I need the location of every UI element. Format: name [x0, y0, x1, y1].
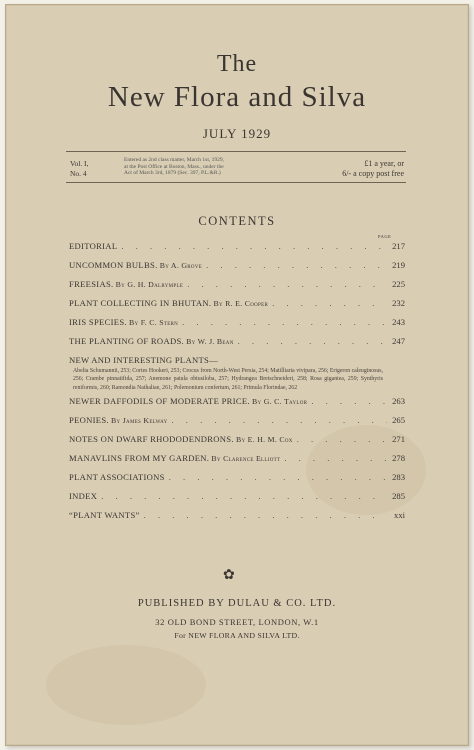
toc-entry: [69, 510, 405, 529]
toc-entry: [69, 279, 405, 298]
leader-dots: [307, 396, 387, 406]
volume-number: [70, 159, 88, 179]
toc-entry: [69, 434, 405, 453]
toc-page: 217: [392, 241, 405, 251]
toc-entry: [69, 241, 405, 260]
magazine-cover: [5, 4, 469, 746]
toc-title: FREESIAS.: [69, 279, 114, 289]
toc-entry: [69, 491, 405, 510]
toc-entry: [69, 415, 405, 434]
leader-dots: [293, 434, 387, 444]
toc-page: 283: [392, 472, 405, 483]
toc-entry: [69, 396, 405, 415]
toc-title: NEW AND INTERESTING PLANTS—: [69, 355, 219, 365]
toc-title: NEWER DAFFODILS OF MODERATE PRICE.: [69, 396, 250, 407]
publisher-for: For NEW FLORA AND SILVA LTD.: [174, 631, 300, 640]
toc-entry: [69, 336, 405, 355]
toc-author: By F. C. Stern: [129, 318, 179, 327]
toc-author: By Clarence Elliott: [211, 454, 281, 464]
toc-page: xxi: [394, 510, 405, 521]
toc-title: IRIS SPECIES.: [69, 317, 127, 327]
toc-entry: [69, 453, 405, 472]
toc-entry: [69, 260, 405, 279]
leader-dots: [178, 317, 387, 327]
divider-rule: [66, 151, 406, 152]
toc-title: EDITORIAL: [69, 241, 118, 251]
toc-entry: [69, 298, 405, 317]
toc-page: 278: [392, 453, 405, 464]
toc-author: By G. C. Taylor: [252, 397, 308, 407]
volume-label: Vol. I,: [70, 159, 89, 168]
title-the: The: [216, 51, 258, 77]
toc-entry: [69, 355, 405, 367]
issue-date: JULY 1929: [202, 126, 272, 141]
postal-notice-line: Act of March 3rd, 1879 (Sec. 397, P.L.&R.): [124, 170, 221, 177]
toc-title: PLANT ASSOCIATIONS: [69, 472, 165, 483]
toc-title: UNCOMMON BULBS.: [69, 260, 158, 270]
toc-page: 265: [392, 415, 405, 426]
new-plants-list: Abelia Schumannii, 253; Cortes Hookeri, 253; Crocus from North-West Persia, 254; Matilliaria vivipara, 256; Erigeron caleuginosus, 256; Crambe pinnatifida, 257; Anemone patula obtusiloba, 257; Hydrangea Bretschneideri, 258; Rosa gigantea, 259; Synthyris reniformis, 260; Ramondia Nathaliae, 261; Polemonium confertum, 261; Primula Florindae, 262: [73, 368, 383, 391]
leader-dots: [202, 260, 387, 270]
toc-page: 263: [392, 396, 405, 407]
toc-title: “PLANT WANTS”: [69, 510, 140, 521]
postal-notice-line: Entered as 2nd class matter, March 1st, 1929,: [124, 157, 224, 163]
toc-page: 271: [392, 434, 405, 445]
toc-author: By G. H. Dalrymple: [115, 280, 184, 289]
leader-dots: [167, 415, 387, 425]
subscription-price: [342, 159, 404, 179]
leader-dots: [140, 510, 387, 520]
leader-dots: [97, 491, 387, 501]
postal-notice: [124, 157, 224, 177]
toc-title: NOTES ON DWARF RHODODENDRONS.: [69, 434, 234, 445]
toc-author: By E. H. M. Cox: [235, 435, 293, 445]
leader-dots: [183, 279, 387, 289]
toc-page: 285: [392, 491, 405, 502]
publisher-address: 32 OLD BOND STREET, LONDON, W.1: [155, 617, 319, 627]
leader-dots: [268, 298, 387, 308]
table-of-contents: [69, 241, 405, 529]
paper-stain: [46, 645, 206, 725]
price-copy: 6/- a copy post free: [342, 169, 404, 178]
contents-heading: CONTENTS: [198, 214, 276, 228]
toc-author: By R. E. Cooper: [213, 299, 269, 308]
issue-number: No. 4: [70, 169, 87, 178]
divider-rule: [66, 182, 406, 183]
toc-author: By W. J. Bean: [186, 337, 234, 346]
toc-page: 219: [392, 260, 405, 270]
toc-entry: [69, 472, 405, 491]
toc-title: PEONIES.: [69, 415, 109, 426]
toc-page: 243: [392, 317, 405, 327]
toc-entry: [69, 317, 405, 336]
publisher-name: PUBLISHED BY DULAU & CO. LTD.: [137, 598, 337, 609]
leader-dots: [234, 336, 387, 346]
price-annual: £1 a year, or: [364, 159, 404, 168]
toc-title: PLANT COLLECTING IN BHUTAN.: [69, 298, 212, 308]
leader-dots: [117, 241, 387, 251]
toc-title: THE PLANTING OF ROADS.: [69, 336, 184, 346]
magazine-title: New Flora and Silva: [107, 81, 367, 113]
toc-page: 225: [392, 279, 405, 289]
postal-notice-line: at the Post Office at Boston, Mass., under the: [124, 163, 224, 170]
leader-dots: [280, 453, 387, 463]
toc-title: INDEX: [69, 491, 98, 502]
page-column-label: PAGE: [378, 234, 392, 239]
toc-author: By A. Grove: [159, 261, 203, 270]
floral-ornament-icon: ✿: [223, 568, 235, 583]
leader-dots: [165, 472, 387, 482]
toc-title: MANAVLINS FROM MY GARDEN.: [69, 453, 210, 464]
toc-page: 232: [392, 298, 405, 308]
toc-page: 247: [392, 336, 405, 346]
toc-author: By James Kelway: [111, 416, 168, 426]
